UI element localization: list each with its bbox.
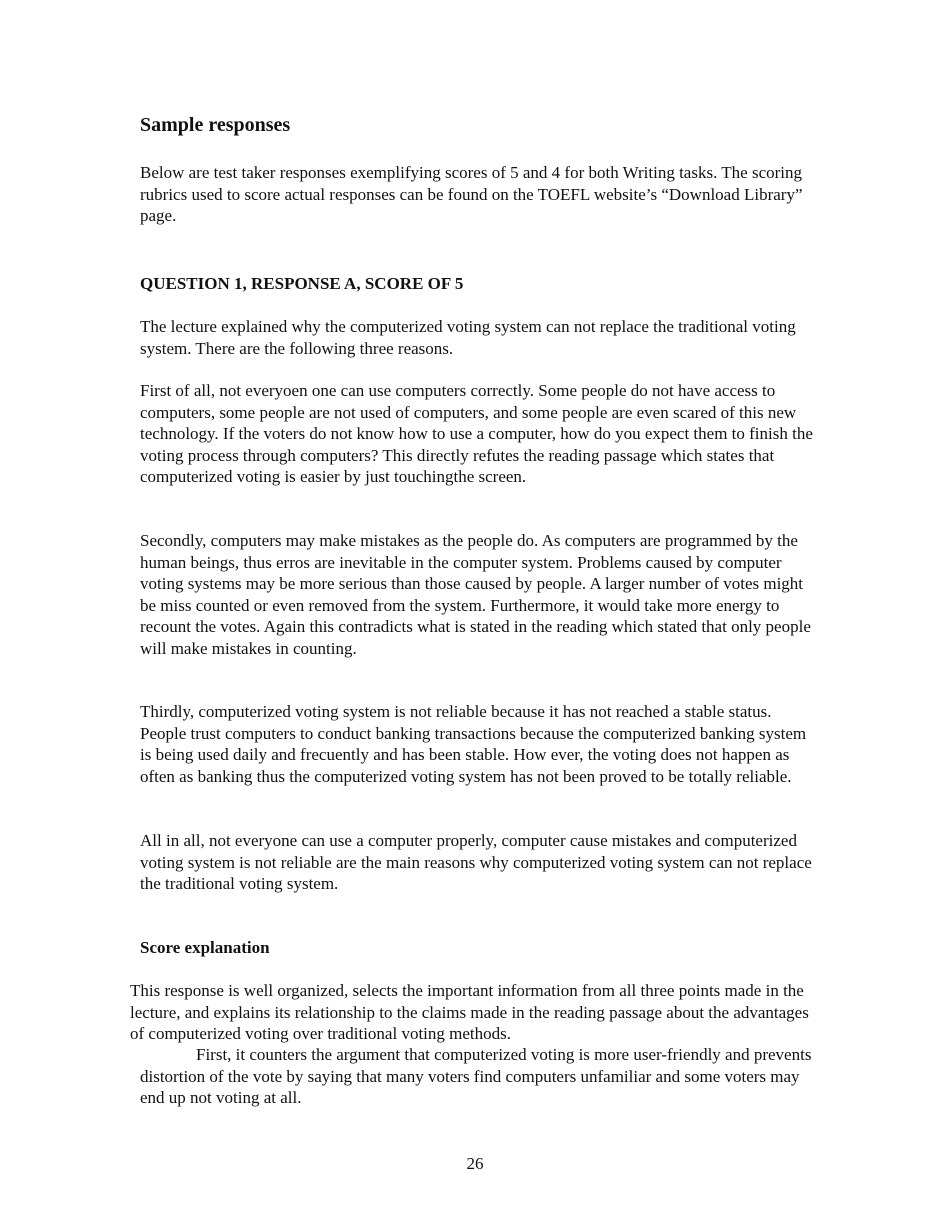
score-explanation-text: First, it counters the argument that computerized voting is more user-friendly and prevents distortion of the vote by saying that many voters find computers unfamiliar and some voters may end up not voting at all. [140,1045,812,1107]
intro-paragraph: Below are test taker responses exemplifying scores of 5 and 4 for both Writing tasks. The scoring rubrics used to score actual responses can be found on the TOEFL website’s “Download Library” page. [140,163,803,225]
score-explanation-paragraph: This response is well organized, selects the important information from all three points made in the lecture, and explains its relationship to the claims made in the reading passage about the advantages of computerized voting over traditional voting methods. [130,981,809,1043]
response-paragraph: All in all, not everyone can use a computer properly, computer cause mistakes and computerized voting system is not reliable are the main reasons why computerized voting system can not replace the traditional voting system. [140,831,812,893]
response-paragraph: Thirdly, computerized voting system is not reliable because it has not reached a stable status. People trust computers to conduct banking transactions because the computerized banking system is being used daily and frecuently and has been stable. How ever, the voting does not happen as often as banking thus the computerized voting system has not been proved to be totally reliable. [140,702,807,786]
page-number: 26 [466,1154,484,1173]
section-heading: Sample responses [140,114,291,136]
score-explanation-paragraph [140,1044,820,1109]
question-heading: QUESTION 1, RESPONSE A, SCORE OF 5 [140,274,464,293]
response-paragraph: Secondly, computers may make mistakes as the people do. As computers are programmed by the human beings, thus erros are inevitable in the computer system. Problems caused by computer voting systems may be more serious than those caused by people. A larger number of votes might be miss counted or even removed from the system. Furthermore, it would take more energy to recount the votes. Again this contradicts what is stated in the reading which stated that only people will make mistakes in counting. [140,531,811,658]
response-paragraph: First of all, not everyoen one can use computers correctly. Some people do not have access to computers, some people are not used of computers, and some people are even scared of this new technology. If the voters do not know how to use a computer, how do you expect them to finish the voting process through computers? This directly refutes the reading passage which states that computerized voting is easier by just touchingthe screen. [140,381,813,486]
response-paragraph: The lecture explained why the computerized voting system can not replace the traditional voting system. There are the following three reasons. [140,317,796,358]
score-explanation-heading: Score explanation [140,938,270,957]
